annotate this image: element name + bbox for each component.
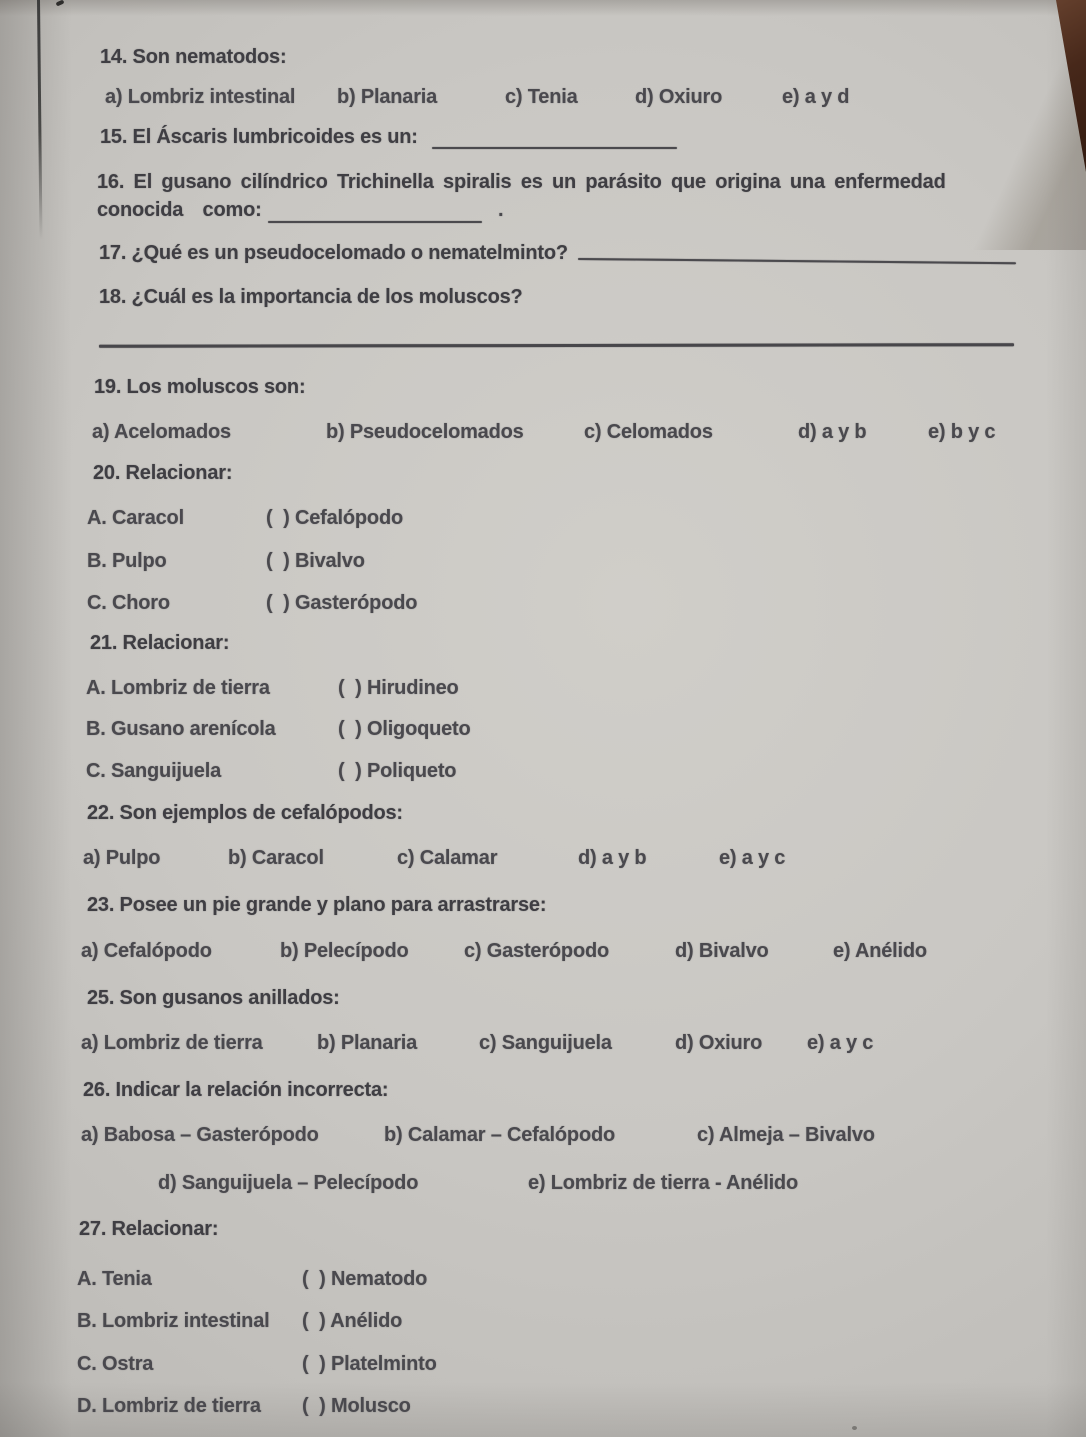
q21-left-b: B. Gusano arenícola [86,718,276,740]
q14-option-b: b) Planaria [337,86,438,108]
q27-title: 27. Relacionar: [79,1218,219,1240]
q14-option-c: c) Tenia [505,86,578,108]
q22-option-e: e) a y c [719,847,786,869]
scan-speck-bottom [852,1426,857,1430]
q22-option-b: b) Caracol [228,847,324,869]
q26-option-b: b) Calamar – Cefalópodo [384,1124,615,1146]
q23-option-a: a) Cefalópodo [81,940,212,962]
q19-option-b: b) Pseudocelomados [326,421,524,443]
q26-option-c: c) Almeja – Bivalvo [697,1124,875,1146]
q21-left-c: C. Sanguijuela [86,760,222,782]
q21-right-b: ( ) Oligoqueto [338,718,471,740]
q25-option-b: b) Planaria [317,1032,418,1054]
q23-option-b: b) Pelecípodo [280,940,409,962]
q18-answer-line [99,343,1014,348]
q14-title: 14. Son nematodos: [100,46,287,68]
q21-right-c: ( ) Poliqueto [338,760,457,782]
q20-left-a: A. Caracol [87,507,184,529]
q17-answer-blank [578,258,1016,264]
q26-option-e: e) Lombriz de tierra - Anélido [528,1172,798,1194]
q14-option-d: d) Oxiuro [635,86,723,108]
q16-line1: 16. El gusano cilíndrico Trichinella spiralis es un parásito que origina una enfermedad [97,171,946,193]
scan-speck-top [56,0,65,7]
q15-title: 15. El Áscaris lumbricoides es un: [100,126,418,148]
q27-left-d: D. Lombriz de tierra [77,1395,261,1417]
q19-option-e: e) b y c [928,421,996,443]
q21-title: 21. Relacionar: [90,632,230,654]
q16-answer-blank [268,221,482,223]
q27-left-b: B. Lombriz intestinal [77,1310,270,1332]
q16-line2: conocida como: [97,199,262,221]
q22-option-d: d) a y b [578,847,647,869]
q23-option-c: c) Gasterópodo [464,940,609,962]
q23-title: 23. Posee un pie grande y plano para arrastrarse: [87,894,547,916]
q19-option-c: c) Celomados [584,421,713,443]
q20-right-a: ( ) Cefalópodo [266,507,403,529]
q14-option-e: e) a y d [782,86,850,108]
q22-option-a: a) Pulpo [83,847,161,869]
q27-right-d: ( ) Molusco [302,1395,411,1417]
q21-right-a: ( ) Hirudineo [338,677,459,699]
q20-title: 20. Relacionar: [93,462,233,484]
q25-option-c: c) Sanguijuela [479,1032,612,1054]
q25-option-d: d) Oxiuro [675,1032,763,1054]
q25-option-e: e) a y c [807,1032,874,1054]
q27-right-c: ( ) Platelminto [302,1353,437,1375]
q18-title: 18. ¿Cuál es la importancia de los moluscos? [99,286,523,308]
q25-option-a: a) Lombriz de tierra [81,1032,263,1054]
q23-option-d: d) Bivalvo [675,940,769,962]
q27-right-a: ( ) Nematodo [302,1268,428,1290]
q22-title: 22. Son ejemplos de cefalópodos: [87,802,403,824]
q20-right-b: ( ) Bivalvo [266,550,365,572]
q19-title: 19. Los moluscos son: [94,376,306,398]
q14-option-a: a) Lombriz intestinal [105,86,296,108]
q20-right-c: ( ) Gasterópodo [266,592,418,614]
q22-option-c: c) Calamar [397,847,498,869]
q20-left-c: C. Choro [87,592,170,614]
q27-right-b: ( ) Anélido [302,1310,403,1332]
q25-title: 25. Son gusanos anillados: [87,987,340,1009]
q27-left-c: C. Ostra [77,1353,154,1375]
q26-title: 26. Indicar la relación incorrecta: [83,1079,389,1101]
q16-period: . [498,199,504,221]
q17-title: 17. ¿Qué es un pseudocelomado o nematelminto? [99,242,568,264]
q19-option-a: a) Acelomados [92,421,231,443]
q19-option-d: d) a y b [798,421,867,443]
q21-left-a: A. Lombriz de tierra [86,677,270,699]
q27-left-a: A. Tenia [77,1268,152,1290]
q23-option-e: e) Anélido [833,940,927,962]
q26-option-a: a) Babosa – Gasterópodo [81,1124,319,1146]
q20-left-b: B. Pulpo [87,550,167,572]
page-edge-line [37,0,43,240]
q15-answer-blank [432,147,677,149]
q26-option-d: d) Sanguijuela – Pelecípodo [158,1172,419,1194]
